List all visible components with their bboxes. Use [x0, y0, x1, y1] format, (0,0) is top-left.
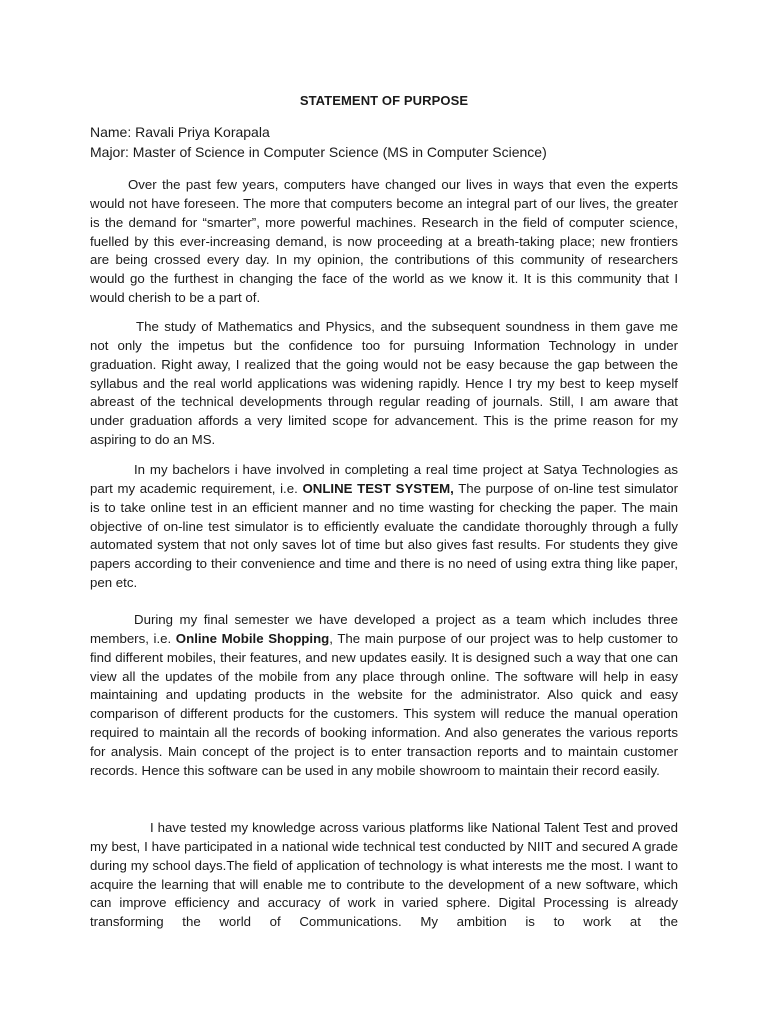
paragraph-text: The purpose of on-line test simulator is to take online test in an efficient manner and no time wasting for checking the paper. The main objective of on-line test simulator is to efficiently evaluate the candidate thoroughly through a fully automated system that not only saves lot of time but also gives fast results. For students they give papers according to their convenience and time and there is no need of using extra thing like paper, pen etc.: [90, 480, 679, 591]
paragraph-text: , The main purpose of our project was to help customer to find different mobiles, their features, and new updates easily. It is designed such a way that one can view all the updates of the mobile from any place through online. The software will help in easy maintaining and updating products in the website for the administrator. Also quick and easy comparison of different products for the customers. This system will reduce the manual operation required to maintain all the records of booking information. And also generates the various reports for analysis. Main concept of the project is to enter transaction reports and to maintain customer records. Hence this software can be used in any mobile showroom to maintain their record easily.: [90, 630, 678, 778]
document-title: STATEMENT OF PURPOSE: [299, 93, 469, 108]
paragraph-intro: Over the past few years, computers have changed our lives in ways that even the experts would not have foreseen. The more that computers become an integral part of our lives, the greater is the demand for “smarter”, more powerful machines. Research in the field of computer science, fuelled by this ever-increasing demand, is now proceeding at a breath-taking place; new frontiers are being crossed every day. In my opinion, the contributions of this community of researchers would go the furthest in changing the face of the world as we know it. It is this community that I would cherish to be a part of.: [90, 177, 678, 306]
paragraph-online-test-project: [90, 461, 678, 593]
paragraph-text: During my final semester we have developed a project as a team which includes three members, i.e.: [90, 612, 678, 646]
project-name-online-test-system: ONLINE TEST SYSTEM,: [302, 480, 454, 496]
project-name-online-mobile-shopping: Online Mobile Shopping: [175, 630, 330, 646]
paragraph-text: In my bachelors i have involved in completing a real time project at Satya Technologies as part my academic requirement, i.e.: [90, 462, 678, 496]
paragraph-mobile-shopping-project: [90, 611, 678, 781]
applicant-name: Name: Ravali Priya Korapala: [90, 124, 270, 140]
applicant-major: Major: Master of Science in Computer Science (MS in Computer Science): [90, 144, 547, 160]
paragraph-achievements: I have tested my knowledge across various platforms like National Talent Test and proved my best, I have participated in a national wide technical test conducted by NIIT and secured A grade during my school days.The field of application of technology is what interests me the most. I want to acquire the learning that will enable me to contribute to the development of a new software, which can improve efficiency and accuracy of work in varied sphere. Digital Processing is already transforming the world of Communications. My ambition is to work at the: [90, 820, 678, 930]
paragraph-motivation: The study of Mathematics and Physics, and the subsequent soundness in them gave me not only the impetus but the confidence too for pursuing Information Technology in under graduation. Right away, I realized that the going would not be easy because the gap between the syllabus and the real world applications was widening rapidly. Hence I try my best to keep myself abreast of the technical developments through regular reading of journals. Still, I am aware that under graduation affords a very limited scope for advancement. This is the prime reason for my aspiring to do an MS.: [90, 319, 678, 448]
